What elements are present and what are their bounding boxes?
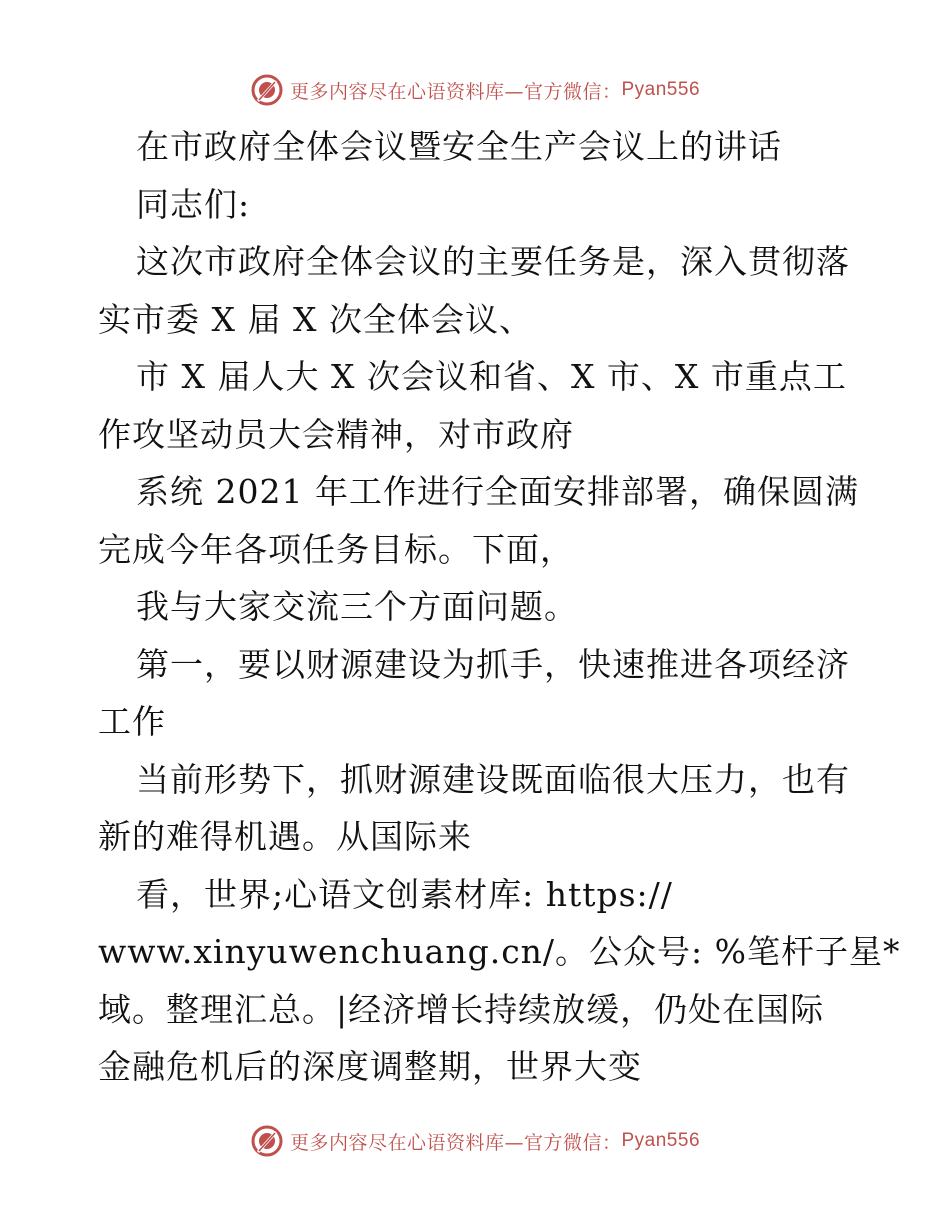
paragraph-line: 新的难得机遇。从国际来 xyxy=(98,817,472,856)
paragraph-line: 市 X 届人大 X 次会议和省、X 市、X 市重点工 xyxy=(136,357,847,396)
banner-text: 更多内容尽在心语资料库—官方微信： xyxy=(289,80,622,103)
paragraph-line: 这次市政府全体会议的主要任务是，深入贯彻落 xyxy=(136,242,850,281)
section-heading: 第一，要以财源建设为抓手，快速推进各项经济 xyxy=(136,644,850,684)
paragraph-line: 作攻坚动员大会精神，对市政府 xyxy=(98,414,574,454)
paragraph-line: www.xinyuwenchuang.cn/。公众号: %笔杆子星* xyxy=(98,932,901,971)
document-body xyxy=(98,118,901,1096)
paragraph-line: 系统 2021 年工作进行全面安排部署，确保圆满 xyxy=(136,472,859,511)
pen-seal-icon xyxy=(250,73,284,107)
paragraph-line: 看，世界;心语文创素材库: https:// xyxy=(136,874,673,914)
banner-wechat-id: Pyan556 xyxy=(621,79,701,100)
footer-watermark-banner xyxy=(0,1121,950,1161)
paragraph-line: 完成今年各项任务目标。下面， xyxy=(98,529,574,569)
header-watermark-banner xyxy=(0,70,950,110)
paragraph-line: 域。整理汇总。|经济增长持续放缓，仍处在国际 xyxy=(98,989,825,1029)
paragraph-line: 金融危机后的深度调整期，世界大变 xyxy=(98,1047,642,1086)
paragraph-line: 当前形势下，抓财源建设既面临很大压力，也有 xyxy=(136,759,850,799)
banner-wechat-id: Pyan556 xyxy=(621,1130,701,1151)
salutation: 同志们: xyxy=(136,184,251,224)
banner-text: 更多内容尽在心语资料库—官方微信： xyxy=(289,1131,622,1154)
document-title: 在市政府全体会议暨安全生产会议上的讲话 xyxy=(136,127,782,166)
paragraph-line: 实市委 X 届 X 次全体会议、 xyxy=(98,299,533,339)
pen-seal-icon xyxy=(250,1124,284,1158)
section-heading-continued: 工作 xyxy=(98,702,166,741)
paragraph-line: 我与大家交流三个方面问题。 xyxy=(136,587,578,626)
